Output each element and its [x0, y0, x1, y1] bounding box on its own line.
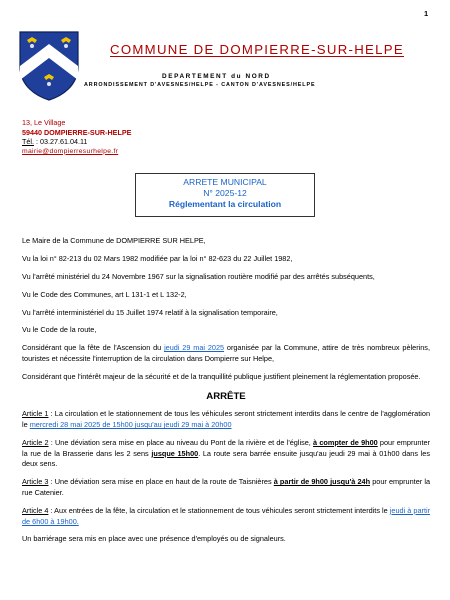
article-label: Article 1 — [22, 409, 49, 419]
vu-arrete-ministeriel: Vu l'arrêté ministériel du 24 Novembre 1967 sur la signalisation routière modifié par des arrêtés subséquents, — [22, 271, 375, 281]
arrete-subject: Réglementant la circulation — [168, 199, 282, 209]
phone-label: Tél. — [22, 137, 34, 146]
vu-code-communes: Vu le Code des Communes, art L 131-1 et L 132-2, — [22, 289, 187, 299]
fete-date-link[interactable]: jeudi 29 mai 2025 — [164, 343, 225, 353]
article-2 — [22, 438, 430, 470]
article-text: : Une déviation sera mise en place en haut de la route de Taisnières — [48, 477, 274, 487]
article-text: pour emprunter la rue Catenier. — [22, 477, 431, 497]
document-body — [22, 236, 430, 552]
considerant-fete — [22, 343, 430, 364]
article-label: Article 2 — [22, 437, 49, 447]
article-text: : Une déviation sera mise en place au niveau du Pont de la rivière et de l'église, — [48, 437, 314, 447]
final-note: Un barriérage sera mis en place avec une présence d'employés ou de signaleurs. — [22, 534, 286, 544]
departement-line: DEPARTEMENT du NORD — [162, 73, 271, 80]
article-1 — [22, 409, 430, 430]
article-4 — [22, 506, 430, 527]
article-label: Article 3 — [22, 477, 49, 487]
considerant-text: organisée par la Commune, attire de très nombreux pèlerins, touristes et nécessite l'interruption de la circulation dans Dompierre sur Helpe, — [22, 343, 430, 364]
email-link[interactable]: mairie@dompierresurhelpe.fr — [22, 147, 119, 155]
article-time: jusque 15h00 — [151, 448, 199, 458]
article-3 — [22, 477, 430, 498]
arrondissement-line: ARRONDISSEMENT D'AVESNES/HELPE - CANTON D'AVESNES/HELPE — [84, 82, 316, 88]
intro-line: Le Maire de la Commune de DOMPIERRE SUR HELPE, — [22, 236, 206, 245]
article-time: à partir de 9h00 jusqu'à 24h — [273, 477, 371, 487]
coat-of-arms-icon — [18, 30, 80, 102]
article-text: : La circulation et le stationnement de tous les véhicules seront strictement interdits dans le centre de l'agglomération le — [22, 409, 430, 430]
vu-loi: Vu la loi n° 82-213 du 02 Mars 1982 modifiée par la loi n° 82-623 du 22 Juillet 1982, — [22, 253, 293, 263]
article-time: à compter de 9h00 — [313, 437, 378, 447]
considerant-securite: Considérant que l'intérêt majeur de la sécurité et de la tranquillité publique justifient pleinement la réglementation proposée. — [22, 371, 421, 381]
article-label: Article 4 — [22, 505, 49, 515]
arrete-number: N° 2025-12 — [203, 188, 247, 198]
arrete-title: ARRETE MUNICIPAL — [183, 177, 267, 187]
arrete-heading: ARRÊTE — [206, 390, 246, 402]
vu-code-route: Vu le Code de la route, — [22, 325, 97, 335]
commune-title: COMMUNE DE DOMPIERRE-SUR-HELPE — [110, 42, 404, 57]
arrete-title-box — [135, 173, 315, 217]
page-number: 1 — [424, 9, 429, 18]
article-text: pour emprunter la rue de la Brasserie dans les 2 sens — [22, 437, 431, 458]
article-1-period-link[interactable]: mercredi 28 mai 2025 de 15h00 jusqu'au jeudi 29 mai à 20h00 — [29, 420, 232, 430]
phone-value: : 03.27.61.04.11 — [33, 137, 88, 146]
article-text: : Aux entrées de la fête, la circulation et le stationnement de tous véhicules seront strictement interdits le — [48, 505, 390, 515]
mairie-address — [22, 118, 131, 156]
address-city: 59440 DOMPIERRE-SUR-HELPE — [22, 127, 132, 137]
address-phone — [22, 137, 131, 147]
article-4-time-link[interactable]: jeudi à partir de 6h00 à 19h00. — [22, 505, 431, 526]
vu-arrete-interministeriel: Vu l'arrêté interministériel du 15 Juillet 1974 relatif à la signalisation temporaire, — [22, 307, 278, 317]
address-street: 13, Le Village — [22, 118, 66, 127]
considerant-text: Considérant que la fête de l'Ascension du — [22, 343, 165, 353]
article-text: . La route sera barrée ensuite jusqu'au jeudi 29 mai à 01h00 dans les deux sens. — [22, 448, 430, 469]
